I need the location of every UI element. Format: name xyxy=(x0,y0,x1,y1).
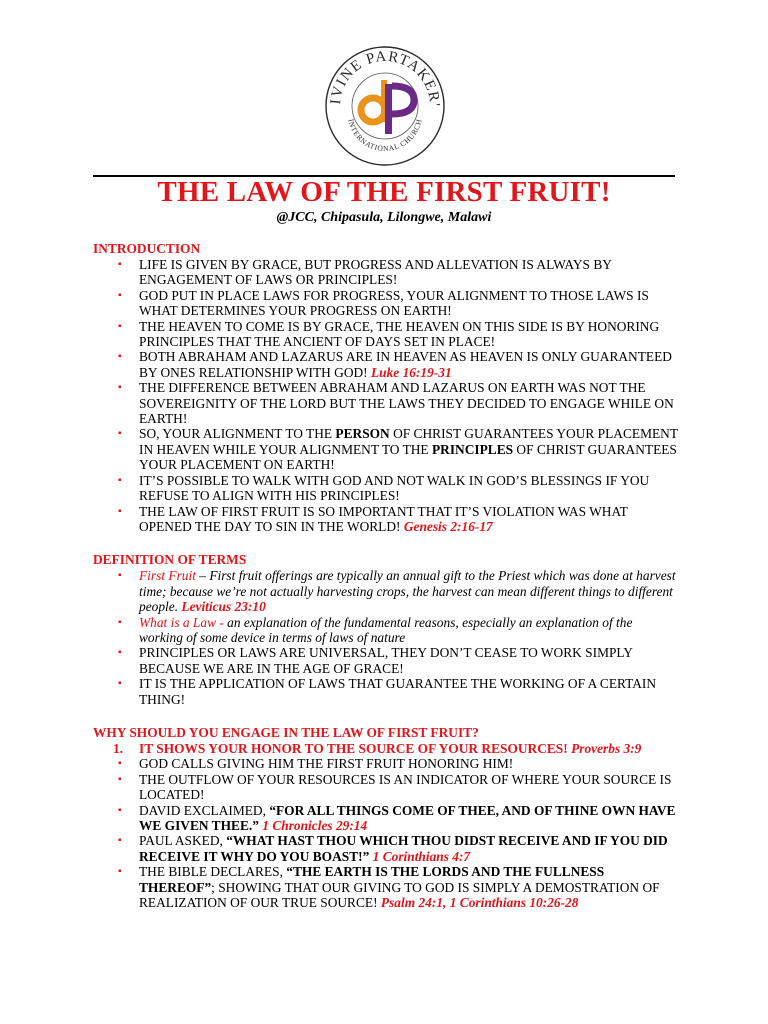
bullet-icon: ▪ xyxy=(118,804,122,816)
list-item: ▪ IT IS THE APPLICATION OF LAWS THAT GUARANTEE THE WORKING OF A CERTAIN THING! xyxy=(118,676,657,707)
list-item: ▪ GOD CALLS GIVING HIM THE FIRST FRUIT HONORING HIM! xyxy=(118,756,514,772)
list-item-david: ▪ DAVID EXCLAIMED, “FOR ALL THINGS COME OF THEE, AND OF THINE OWN HAVE WE GIVEN THEE.” 1 Chronicles 29:14 xyxy=(118,802,676,833)
scripture-ref: Leviticus 23:10 xyxy=(181,599,266,615)
list-item: ▪ THE OUTFLOW OF YOUR RESOURCES IS AN INDICATOR OF WHERE YOUR SOURCE IS LOCATED! xyxy=(118,771,672,803)
bullet-icon: ▪ xyxy=(118,474,122,486)
numbered-point-1: 1. IT SHOWS YOUR HONOR TO THE SOURCE OF YOUR RESOURCES! Proverbs 3:9 xyxy=(113,740,642,756)
definition-first-fruit: ▪ First Fruit – First fruit offerings are typically an annual gift to the Priest which was done at harvest time; because we’re not actually harvesting crops, the harvest can mean different things to different people. Leviticus 23:10 xyxy=(118,568,676,615)
scripture-ref: 1 Chronicles 29:14 xyxy=(258,818,368,833)
list-item: ▪ SO, YOUR ALIGNMENT TO THE PERSON OF CHRIST GUARANTEES YOUR PLACEMENT IN HEAVEN WHILE YOUR ALIGNMENT TO THE PRINCIPLES OF CHRIST GUARANTEES YOUR PLACEMENT ON EARTH! xyxy=(118,426,678,473)
why-list xyxy=(93,741,678,910)
list-item-paul: ▪ PAUL ASKED, “WHAT HAST THOU WHICH THOU DIDST RECEIVE AND IF YOU DID RECEIVE IT WHY DO YOU BOAST!” 1 Corinthians 4:7 xyxy=(118,833,668,864)
list-item: ▪ THE HEAVEN TO COME IS BY GRACE, THE HEAVEN ON THIS SIDE IS BY HONORING PRINCIPLES THAT THE ANCIENT OF DAYS SET IN PLACE! xyxy=(118,318,660,350)
logo-bottom-text: INTERNATIONAL CHURCH xyxy=(346,117,424,154)
bullet-icon: ▪ xyxy=(118,773,122,785)
section-heading-definitions: DEFINITION OF TERMS xyxy=(93,552,247,568)
bullet-icon: ▪ xyxy=(118,289,122,301)
list-item: ▪ GOD PUT IN PLACE LAWS FOR PROGRESS, YOUR ALIGNMENT TO THOSE LAWS IS WHAT DETERMINES YOUR PROGRESS ON EARTH! xyxy=(118,287,649,319)
list-item-bible: ▪ THE BIBLE DECLARES, “THE EARTH IS THE LORDS AND THE FULLNESS THEREOF”; SHOWING THAT OUR GIVING TO GOD IS SIMPLY A DEMOSTRATION OF REALIZATION OF OUR TRUE SOURCE! Psalm 24:1, 1 Corinthians 10:26-28 xyxy=(118,864,660,911)
logo-emblem-icon xyxy=(318,44,452,168)
scripture-ref: 1 Corinthians 4:7 xyxy=(369,848,471,864)
bullet-icon: ▪ xyxy=(118,835,122,847)
bullet-icon: ▪ xyxy=(118,259,122,270)
bullet-icon: ▪ xyxy=(118,351,122,363)
list-item: ▪ THE LAW OF FIRST FRUIT IS SO IMPORTANT THAT IT’S VIOLATION WAS WHAT OPENED THE DAY TO SIN IN THE WORLD! Genesis 2:16-17 xyxy=(118,503,628,534)
bullet-icon: ▪ xyxy=(118,505,122,517)
logo-top-text: IVINE PARTAKER' xyxy=(327,48,443,108)
intro-list xyxy=(93,257,678,534)
bullet-icon: ▪ xyxy=(118,758,122,770)
document-title: THE LAW OF THE FIRST FRUIT! xyxy=(157,176,611,208)
scripture-ref: Proverbs 3:9 xyxy=(571,740,642,756)
document-subtitle: @JCC, Chipasula, Lilongwe, Malawi xyxy=(276,210,492,225)
scripture-ref: Psalm 24:1, 1 Corinthians 10:26-28 xyxy=(380,895,579,911)
bullet-icon: ▪ xyxy=(118,866,122,878)
scripture-ref: Genesis 2:16-17 xyxy=(403,518,493,534)
definitions-list xyxy=(93,568,678,707)
bullet-icon: ▪ xyxy=(118,616,122,628)
church-logo xyxy=(318,44,452,168)
bullet-icon: ▪ xyxy=(118,570,122,582)
document-body xyxy=(93,238,678,910)
list-item: ▪ IT’S POSSIBLE TO WALK WITH GOD AND NOT WALK IN GOD’S BLESSINGS IF YOU REFUSE TO ALIGN WITH HIS PRINCIPLES! xyxy=(118,472,650,504)
section-heading-why: WHY SHOULD YOU ENGAGE IN THE LAW OF FIRST FRUIT? xyxy=(93,724,479,740)
list-item: ▪ LIFE IS GIVEN BY GRACE, BUT PROGRESS AND ALLEVATION IS ALWAYS BY ENGAGEMENT OF LAWS OR PRINCIPLES! xyxy=(118,257,612,288)
bullet-icon: ▪ xyxy=(118,647,122,659)
bullet-icon: ▪ xyxy=(118,678,122,690)
section-heading-introduction: INTRODUCTION xyxy=(93,241,201,256)
definition-law: ▪ What is a Law - an explanation of the fundamental reasons, especially an explanation of the working of some device in terms of laws of nature xyxy=(118,614,633,645)
scripture-ref: Luke 16:19-31 xyxy=(370,364,452,380)
list-item: ▪ BOTH ABRAHAM AND LAZARUS ARE IN HEAVEN AS HEAVEN IS ONLY GUARANTEED BY ONES RELATIONSHIP WITH GOD! Luke 16:19-31 xyxy=(118,349,672,380)
bullet-icon: ▪ xyxy=(118,428,122,440)
list-item: ▪ PRINCIPLES OR LAWS ARE UNIVERSAL, THEY DON’T CEASE TO WORK SIMPLY BECAUSE WE ARE IN THE AGE OF GRACE! xyxy=(118,645,633,676)
bullet-icon: ▪ xyxy=(118,382,122,394)
bullet-icon: ▪ xyxy=(118,320,122,332)
list-item: ▪ THE DIFFERENCE BETWEEN ABRAHAM AND LAZARUS ON EARTH WAS NOT THE SOVEREIGNITY OF THE LORD BUT THE LAWS THEY DECIDED TO ENGAGE WHILE ON EARTH! xyxy=(118,380,674,427)
